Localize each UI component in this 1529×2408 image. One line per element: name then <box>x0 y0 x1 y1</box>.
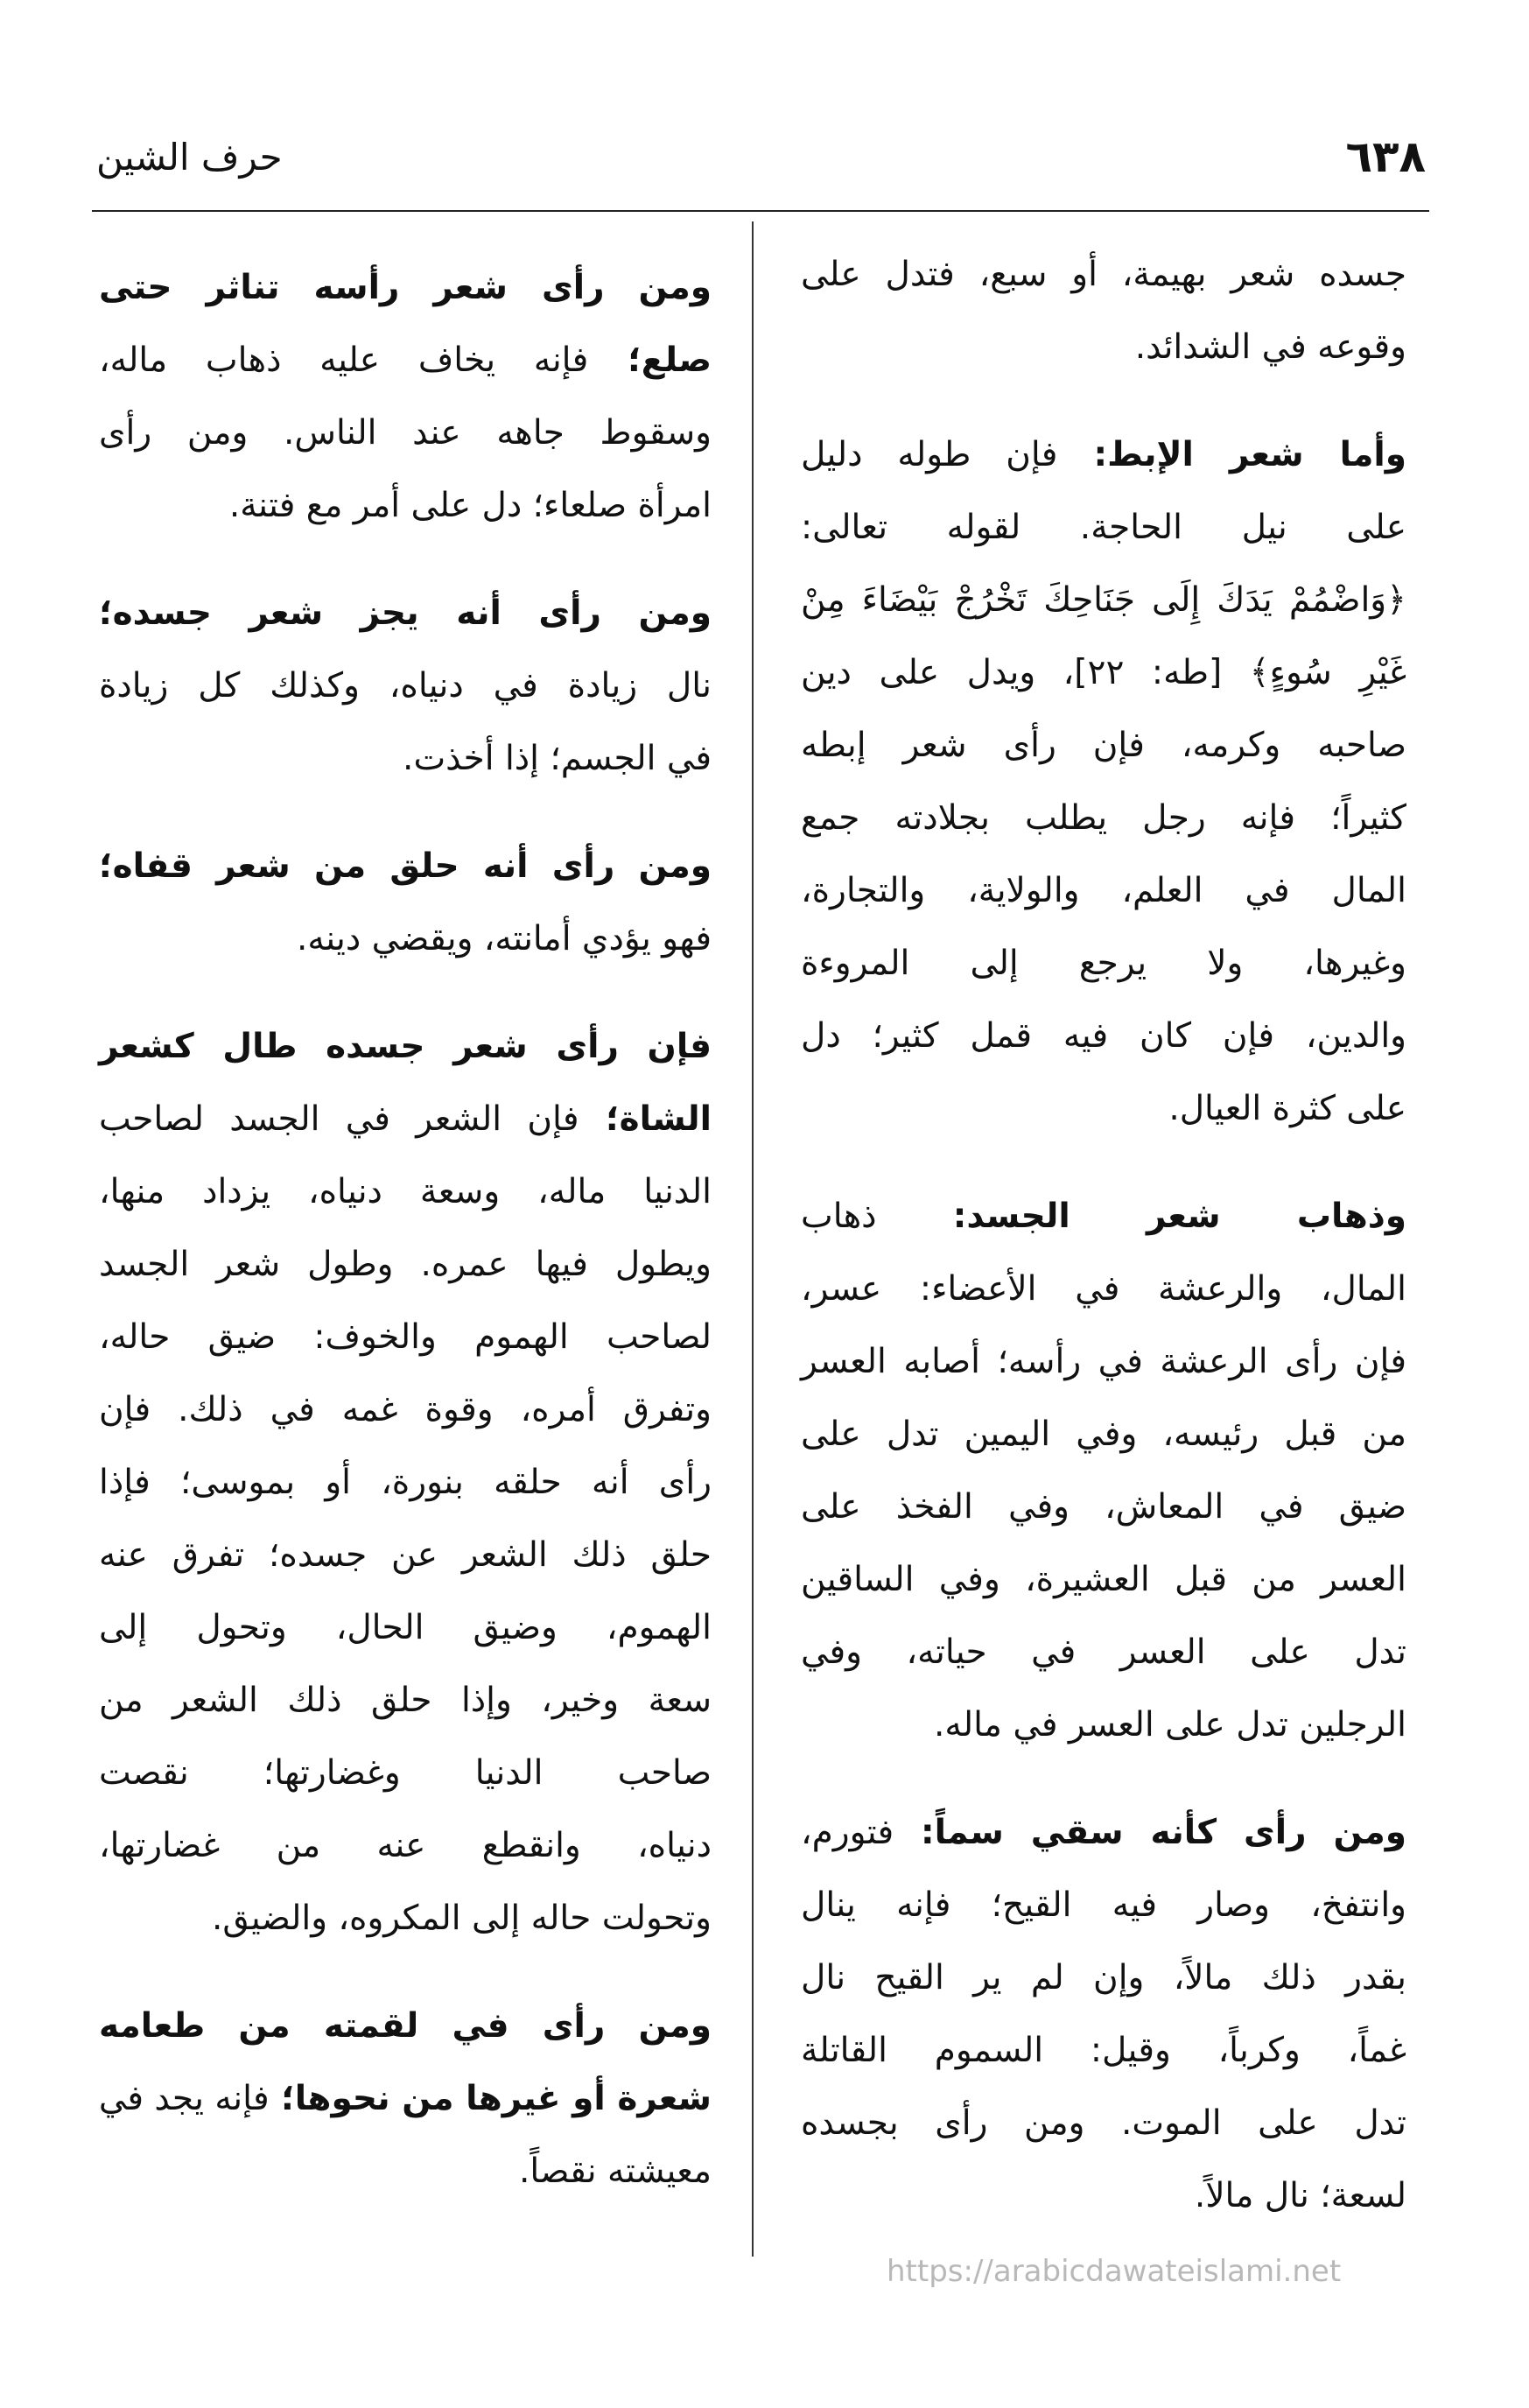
text-line <box>801 1180 1406 1253</box>
text-line <box>99 2135 712 2208</box>
line-text: فهو يؤدي أمانته، ويقضي دينه. <box>296 919 712 958</box>
watermark: https://arabicdawateislami.net <box>887 2254 1342 2289</box>
line-text: سعة وخير، وإذا حلق ذلك الشعر من <box>99 1681 712 1720</box>
text-line <box>99 2062 712 2135</box>
text-line <box>99 1010 712 1083</box>
right-column <box>801 238 1406 2267</box>
line-text: الرجلين تدل على العسر في ماله. <box>933 1705 1406 1745</box>
text-line <box>99 324 712 397</box>
line-text: المال، والرعشة في الأعضاء: عسر، <box>801 1269 1406 1309</box>
line-text: على كثرة العيال. <box>1168 1089 1406 1128</box>
bold-heading: ومن رأى شعر رأسه تناثر حتى <box>99 268 712 307</box>
paragraph <box>801 1796 1406 2232</box>
line-text: الهموم، وضيق الحال، وتحول إلى <box>99 1608 712 1647</box>
text-line <box>801 636 1406 709</box>
line-text: فتورم، <box>801 1813 894 1852</box>
text-line <box>99 1301 712 1373</box>
bold-heading: ومن رأى في لقمته من طعامه <box>99 2006 712 2046</box>
bold-heading: شعرة أو غيرها من نحوها؛ <box>269 2079 712 2118</box>
line-text: المال في العلم، والولاية، والتجارة، <box>801 871 1406 910</box>
line-text: معيشته نقصاً. <box>518 2152 712 2191</box>
line-text: فإن طوله دليل <box>801 435 1058 474</box>
text-line <box>801 418 1406 491</box>
text-line <box>99 1155 712 1228</box>
text-line <box>99 1664 712 1737</box>
column-divider <box>752 221 754 2257</box>
text-line <box>801 1543 1406 1616</box>
bold-heading: ومن رأى أنه يجز شعر جسده؛ <box>99 593 712 633</box>
text-line <box>801 1471 1406 1543</box>
line-text: دنياه، وانقطع عنه من غضارتها، <box>99 1826 712 1865</box>
text-line <box>99 1591 712 1664</box>
text-line <box>99 1809 712 1882</box>
line-text: غَيْرِ سُوءٍ﴾ [طه: ٢٢]، ويدل على دين <box>801 653 1406 692</box>
bold-heading: وذهاب شعر الجسد: <box>876 1197 1406 1236</box>
text-line <box>801 709 1406 782</box>
text-line <box>99 722 712 795</box>
line-text: تدل على العسر في حياته، وفي <box>801 1632 1406 1672</box>
text-line <box>801 2159 1406 2232</box>
text-line <box>99 902 712 975</box>
text-line <box>99 469 712 542</box>
text-line <box>801 1688 1406 1761</box>
bold-heading: الشاة؛ <box>579 1099 712 1139</box>
text-line <box>801 238 1406 311</box>
line-text: نال زيادة في دنياه، وكذلك كل زيادة <box>99 666 712 706</box>
line-text: في الجسم؛ إذا أخذت. <box>403 739 712 778</box>
line-text: فإنه يجد في <box>98 2079 270 2118</box>
page-number: ٦٣٨ <box>1345 131 1426 182</box>
text-line <box>99 1083 712 1155</box>
paragraph <box>801 238 1406 383</box>
text-line <box>99 1737 712 1809</box>
text-line <box>801 1325 1406 1398</box>
line-text: وانتفخ، وصار فيه القيح؛ فإنه ينال <box>801 1885 1406 1925</box>
paragraph <box>99 577 712 795</box>
text-line <box>99 251 712 324</box>
paragraph <box>99 251 712 542</box>
text-line <box>801 1869 1406 1941</box>
text-line <box>99 830 712 902</box>
text-line <box>801 1941 1406 2014</box>
line-text: بقدر ذلك مالاً، وإن لم ير القيح نال <box>801 1958 1406 1997</box>
line-text: وغيرها، ولا يرجع إلى المروءة <box>801 944 1406 983</box>
line-text: ويطول فيها عمره. وطول شعر الجسد <box>99 1245 712 1284</box>
line-text: غماً، وكرباً، وقيل: السموم القاتلة <box>801 2031 1406 2070</box>
line-text: امرأة صلعاء؛ دل على أمر مع فتنة. <box>228 486 712 525</box>
line-text: فإن رأى الرعشة في رأسه؛ أصابه العسر <box>801 1342 1406 1381</box>
text-line <box>99 1446 712 1519</box>
text-line <box>801 927 1406 1000</box>
text-line <box>801 564 1406 636</box>
line-text: فإنه يخاف عليه ذهاب ماله، <box>99 340 589 380</box>
bold-heading: ومن رأى أنه حلق من شعر قفاه؛ <box>99 846 712 886</box>
line-text: وقوعه في الشدائد. <box>1134 327 1406 367</box>
paragraph <box>99 830 712 975</box>
paragraph <box>801 418 1406 1145</box>
text-line <box>801 311 1406 383</box>
text-line <box>99 397 712 469</box>
bold-heading: فإن رأى شعر جسده طال كشعر <box>99 1027 712 1066</box>
header-rule <box>92 210 1429 212</box>
line-text: فإن الشعر في الجسد لصاحب <box>99 1099 579 1139</box>
text-line <box>801 782 1406 854</box>
text-line <box>99 1882 712 1955</box>
line-text: حلق ذلك الشعر عن جسده؛ تفرق عنه <box>99 1535 712 1575</box>
text-line <box>801 1000 1406 1072</box>
paragraph <box>99 1990 712 2208</box>
line-text: ذهاب <box>801 1197 877 1236</box>
line-text: وسقوط جاهه عند الناس. ومن رأى <box>99 413 712 453</box>
line-text: وتحولت حاله إلى المكروه، والضيق. <box>211 1899 712 1938</box>
line-text: ﴿وَاضْمُمْ يَدَكَ إِلَى جَنَاحِكَ تَخْرُجْ بَيْضَاءَ مِنْ <box>801 580 1406 620</box>
line-text: وتفرق أمره، وقوة غمه في ذلك. فإن <box>99 1390 712 1429</box>
line-text: ضيق في المعاش، وفي الفخذ على <box>801 1487 1406 1527</box>
line-text: والدين، فإن كان فيه قمل كثير؛ دل <box>801 1016 1406 1056</box>
left-column <box>99 251 712 2243</box>
bold-heading: وأما شعر الإبط: <box>1057 435 1407 474</box>
bold-heading: ومن رأى كأنه سقي سماً: <box>894 1813 1406 1852</box>
paragraph <box>801 1180 1406 1761</box>
text-line <box>99 1519 712 1591</box>
line-text: على نيل الحاجة. لقوله تعالى: <box>801 508 1406 547</box>
text-line <box>801 1796 1406 1869</box>
text-line <box>801 1398 1406 1471</box>
text-line <box>801 2087 1406 2159</box>
paragraph <box>99 1010 712 1955</box>
line-text: الدنيا ماله، وسعة دنياه، يزداد منها، <box>99 1172 712 1211</box>
line-text: جسده شعر بهيمة، أو سبع، فتدل على <box>801 255 1406 294</box>
line-text: رأى أنه حلقه بنورة، أو بموسى؛ فإذا <box>99 1463 712 1502</box>
line-text: من قبل رئيسه، وفي اليمين تدل على <box>801 1415 1406 1454</box>
line-text: كثيراً؛ فإنه رجل يطلب بجلادته جمع <box>801 798 1406 838</box>
text-line <box>801 2014 1406 2087</box>
line-text: صاحب الدنيا وغضارتها؛ نقصت <box>99 1753 712 1793</box>
text-line <box>99 1373 712 1446</box>
text-line <box>801 854 1406 927</box>
text-line <box>801 1616 1406 1688</box>
line-text: لصاحب الهموم والخوف: ضيق حاله، <box>99 1317 712 1357</box>
bold-heading: صلع؛ <box>588 340 712 380</box>
line-text: صاحبه وكرمه، فإن رأى شعر إبطه <box>801 726 1406 765</box>
text-line <box>99 577 712 649</box>
text-line <box>801 1253 1406 1325</box>
chapter-title: حرف الشين <box>96 136 283 179</box>
line-text: لسعة؛ نال مالاً. <box>1194 2176 1406 2215</box>
line-text: تدل على الموت. ومن رأى بجسده <box>801 2103 1406 2143</box>
text-line <box>801 1072 1406 1145</box>
text-line <box>99 1228 712 1301</box>
line-text: العسر من قبل العشيرة، وفي الساقين <box>801 1560 1406 1599</box>
text-line <box>801 491 1406 564</box>
text-line <box>99 1990 712 2062</box>
text-line <box>99 649 712 722</box>
